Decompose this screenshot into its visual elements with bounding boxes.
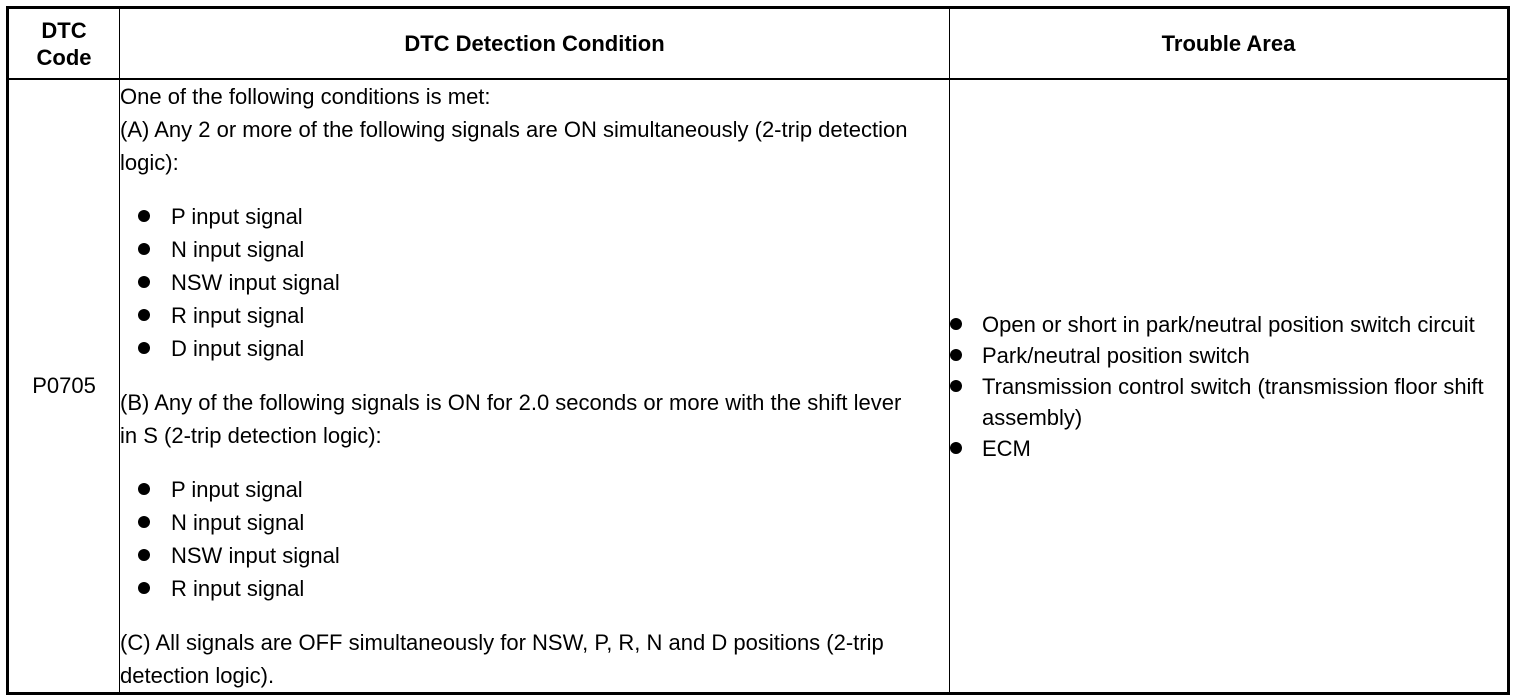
bullet-icon bbox=[950, 318, 962, 330]
dtc-table bbox=[6, 6, 1510, 695]
condition-intro: One of the following conditions is met: bbox=[120, 84, 491, 109]
list-item: ECM bbox=[950, 433, 1507, 464]
list-item: R input signal bbox=[138, 299, 949, 332]
header-row bbox=[8, 8, 1509, 80]
list-item: P input signal bbox=[138, 473, 949, 506]
list-item: D input signal bbox=[138, 332, 949, 365]
header-trouble-area: Trouble Area bbox=[950, 8, 1509, 80]
bullet-icon bbox=[138, 549, 150, 561]
list-item: N input signal bbox=[138, 233, 949, 266]
condition-b-list bbox=[138, 473, 949, 605]
trouble-area-cell bbox=[950, 79, 1509, 694]
list-item: R input signal bbox=[138, 572, 949, 605]
bullet-icon bbox=[138, 276, 150, 288]
list-item: N input signal bbox=[138, 506, 949, 539]
list-item: NSW input signal bbox=[138, 266, 949, 299]
list-item: P input signal bbox=[138, 200, 949, 233]
list-item: Open or short in park/neutral position switch circuit bbox=[950, 309, 1507, 340]
condition-a-text: (A) Any 2 or more of the following signals are ON simultaneously (2-trip detection logic): bbox=[120, 117, 908, 175]
detection-condition-cell bbox=[120, 79, 950, 694]
dtc-code-cell: P0705 bbox=[8, 79, 120, 694]
table-row bbox=[8, 79, 1509, 694]
bullet-icon bbox=[138, 483, 150, 495]
bullet-icon bbox=[138, 243, 150, 255]
list-item: Park/neutral position switch bbox=[950, 340, 1507, 371]
header-detection-condition: DTC Detection Condition bbox=[120, 8, 950, 80]
bullet-icon bbox=[950, 442, 962, 454]
bullet-icon bbox=[138, 309, 150, 321]
bullet-icon bbox=[138, 516, 150, 528]
list-item: NSW input signal bbox=[138, 539, 949, 572]
condition-b-text: (B) Any of the following signals is ON for 2.0 seconds or more with the shift lever in S (2-trip detection logic): bbox=[120, 390, 902, 448]
bullet-icon bbox=[138, 582, 150, 594]
bullet-icon bbox=[138, 342, 150, 354]
trouble-area-list bbox=[950, 309, 1507, 464]
condition-a-list bbox=[138, 200, 949, 365]
bullet-icon bbox=[138, 210, 150, 222]
header-dtc-code: DTC Code bbox=[8, 8, 120, 80]
list-item: Transmission control switch (transmission floor shift assembly) bbox=[950, 371, 1507, 433]
bullet-icon bbox=[950, 349, 962, 361]
bullet-icon bbox=[950, 380, 962, 392]
condition-c-text: (C) All signals are OFF simultaneously for NSW, P, R, N and D positions (2-trip detection logic). bbox=[120, 630, 884, 688]
